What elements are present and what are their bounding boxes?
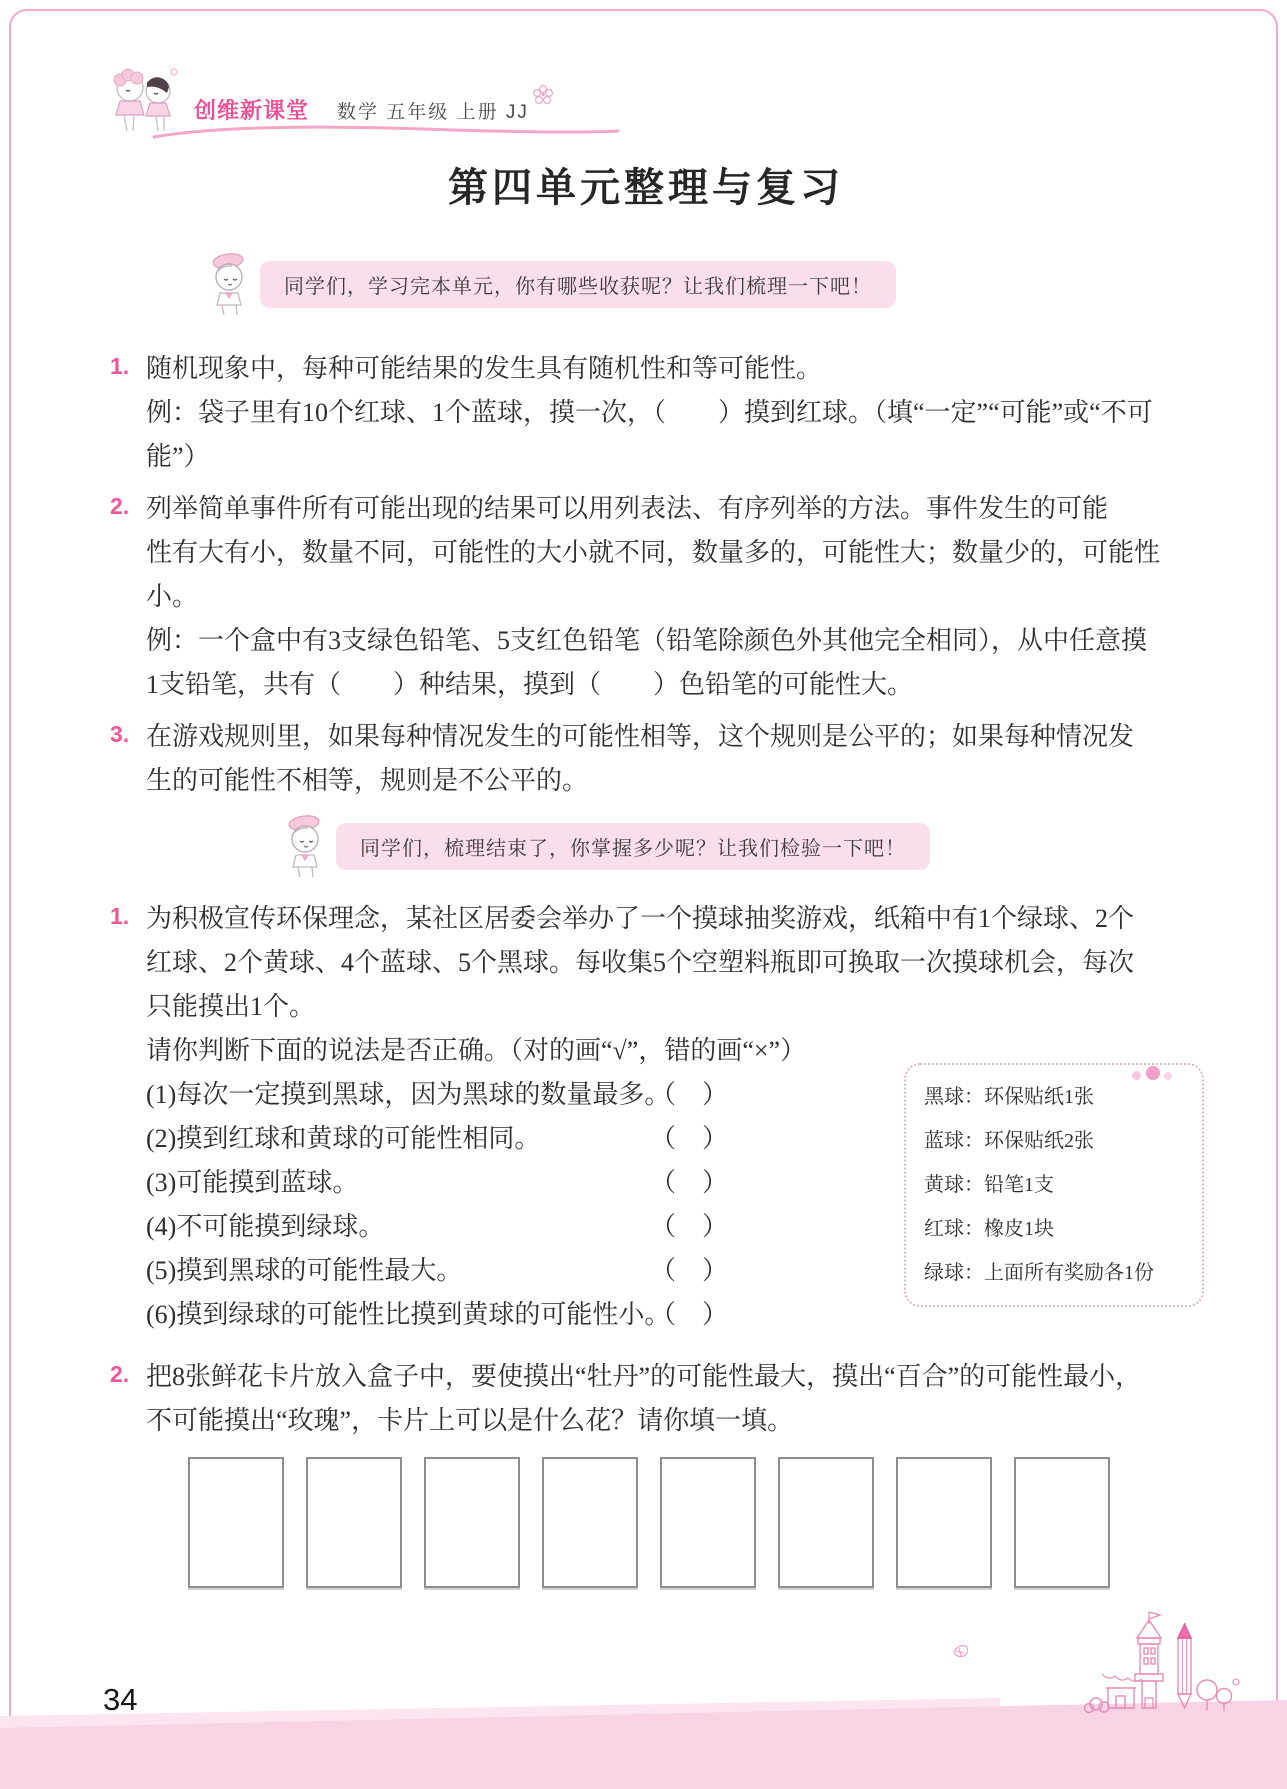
answer-blank: （ ）: [650, 1124, 729, 1153]
answer-blank: （ ）: [650, 1300, 729, 1329]
item-text: [146, 487, 1182, 707]
text-line: 列举简单事件所有可能出现的结果可以用列表法、有序列举的方法。事件发生的可能: [146, 494, 1109, 523]
question-text: (2)摸到红球和黄球的可能性相同。: [146, 1124, 541, 1153]
prize-line: 绿球：上面所有奖励各1份: [924, 1262, 1154, 1284]
text-line: 生的可能性不相等，规则是不公平的。: [146, 766, 589, 795]
girl-mascot-icon: [206, 249, 254, 317]
answer-blank: （ ）: [650, 1256, 729, 1285]
text-line: 随机现象中，每种可能结果的发生具有随机性和等可能性。: [146, 354, 823, 383]
question-text: (4)不可能摸到绿球。: [146, 1212, 385, 1241]
text-line: 只能摸出1个。: [146, 992, 316, 1021]
answer-blank: （ ）: [650, 1212, 729, 1241]
text-line: 性有大有小，数量不同，可能性的大小就不同，数量多的，可能性大；数量少的，可能性: [146, 538, 1161, 567]
page-content: [110, 66, 1182, 1588]
answer-blank: （ ）: [650, 1080, 729, 1109]
flower-card-blanks: [188, 1457, 1182, 1588]
card-blank: [1014, 1457, 1110, 1588]
girl-mascot-icon: [282, 811, 330, 879]
check-bubble-row: [282, 815, 1182, 879]
question-text: (1)每次一定摸到黑球，因为黑球的数量最多。: [146, 1080, 671, 1109]
item-number: 3.: [110, 721, 130, 747]
item-text: [146, 715, 1182, 803]
intro-bubble-row: [206, 253, 1182, 317]
prize-box-dots-decoration: [1132, 1052, 1172, 1096]
text-line: 1支铅笔，共有（ ）种结果，摸到（ ）色铅笔的可能性大。: [146, 670, 914, 699]
exercise-2: [110, 1355, 1182, 1588]
card-blank: [778, 1457, 874, 1588]
page-title: 第四单元整理与复习: [448, 166, 844, 210]
castle-pencil-illustration: [1052, 1608, 1242, 1731]
card-blank: [896, 1457, 992, 1588]
text-line: 小。: [146, 582, 199, 611]
sakura-flower-icon: [530, 82, 556, 113]
item-number: 1.: [110, 353, 130, 379]
text-line: 不可能摸出“玫瑰”，卡片上可以是什么花？请你填一填。: [146, 1406, 794, 1435]
intro-speech-bubble: 同学们，学习完本单元，你有哪些收获呢？让我们梳理一下吧！: [260, 261, 896, 308]
header: [110, 66, 1182, 142]
exercise-number: 1.: [110, 903, 130, 929]
text-line: 能”）: [146, 442, 210, 471]
review-point-2: [110, 487, 1182, 707]
exercise-text: [146, 1355, 1182, 1588]
prize-line: 黄球：铅笔1支: [924, 1174, 1054, 1196]
header-swoosh-line: [152, 124, 622, 145]
header-text: [194, 94, 529, 125]
text-line: 把8张鲜花卡片放入盒子中，要使摸出“牡丹”的可能性最大，摸出“百合”的可能性最小，: [146, 1362, 1142, 1391]
answer-blank: （ ）: [650, 1168, 729, 1197]
text-line: 在游戏规则里，如果每种情况发生的可能性相等，这个规则是公平的；如果每种情况发: [146, 722, 1135, 751]
card-blank: [542, 1457, 638, 1588]
exercise-1: [110, 897, 1182, 1337]
question-text: (6)摸到绿球的可能性比摸到黄球的可能性小。: [146, 1300, 671, 1329]
brand-logo-text: 创维新课堂: [194, 98, 310, 123]
card-blank: [660, 1457, 756, 1588]
prize-line: 蓝球：环保贴纸2张: [924, 1130, 1094, 1152]
question-text: (5)摸到黑球的可能性最大。: [146, 1256, 463, 1285]
text-line: 为积极宣传环保理念，某社区居委会举办了一个摸球抽奖游戏，纸箱中有1个绿球、2个: [146, 904, 1135, 933]
review-point-3: [110, 715, 1182, 803]
card-blank: [306, 1457, 402, 1588]
judgement-questions: [146, 1073, 1182, 1337]
check-speech-bubble: 同学们，梳理结束了，你掌握多少呢？让我们检验一下吧！: [336, 823, 930, 870]
sparkle-doodle-icon: [946, 1640, 976, 1671]
judge-prompt: 请你判断下面的说法是否正确。（对的画“√”，错的画“×”）: [146, 1036, 807, 1065]
review-point-1: [110, 347, 1182, 479]
prize-line: 红球：橡皮1块: [924, 1218, 1054, 1240]
card-blank: [188, 1457, 284, 1588]
question-text: (3)可能摸到蓝球。: [146, 1168, 359, 1197]
exercise-number: 2.: [110, 1361, 130, 1387]
item-text: [146, 347, 1182, 479]
prize-list-box: [904, 1063, 1204, 1307]
text-line: 例：袋子里有10个红球、1个蓝球，摸一次，（ ）摸到红球。（填“一定”“可能”或“不可: [146, 398, 1153, 427]
text-line: 红球、2个黄球、4个蓝球、5个黑球。每收集5个空塑料瓶即可换取一次摸球机会，每次: [146, 948, 1135, 977]
prize-line: 黑球：环保贴纸1张: [924, 1086, 1094, 1108]
text-line: 例：一个盒中有3支绿色铅笔、5支红色铅笔（铅笔除颜色外其他完全相同），从中任意摸: [146, 626, 1148, 655]
card-blank: [424, 1457, 520, 1588]
book-edition-text: 数学 五年级 上册 JJ: [337, 102, 529, 123]
exercise-text: [146, 897, 1182, 1337]
page-number: 34: [103, 1682, 138, 1717]
item-number: 2.: [110, 493, 130, 519]
